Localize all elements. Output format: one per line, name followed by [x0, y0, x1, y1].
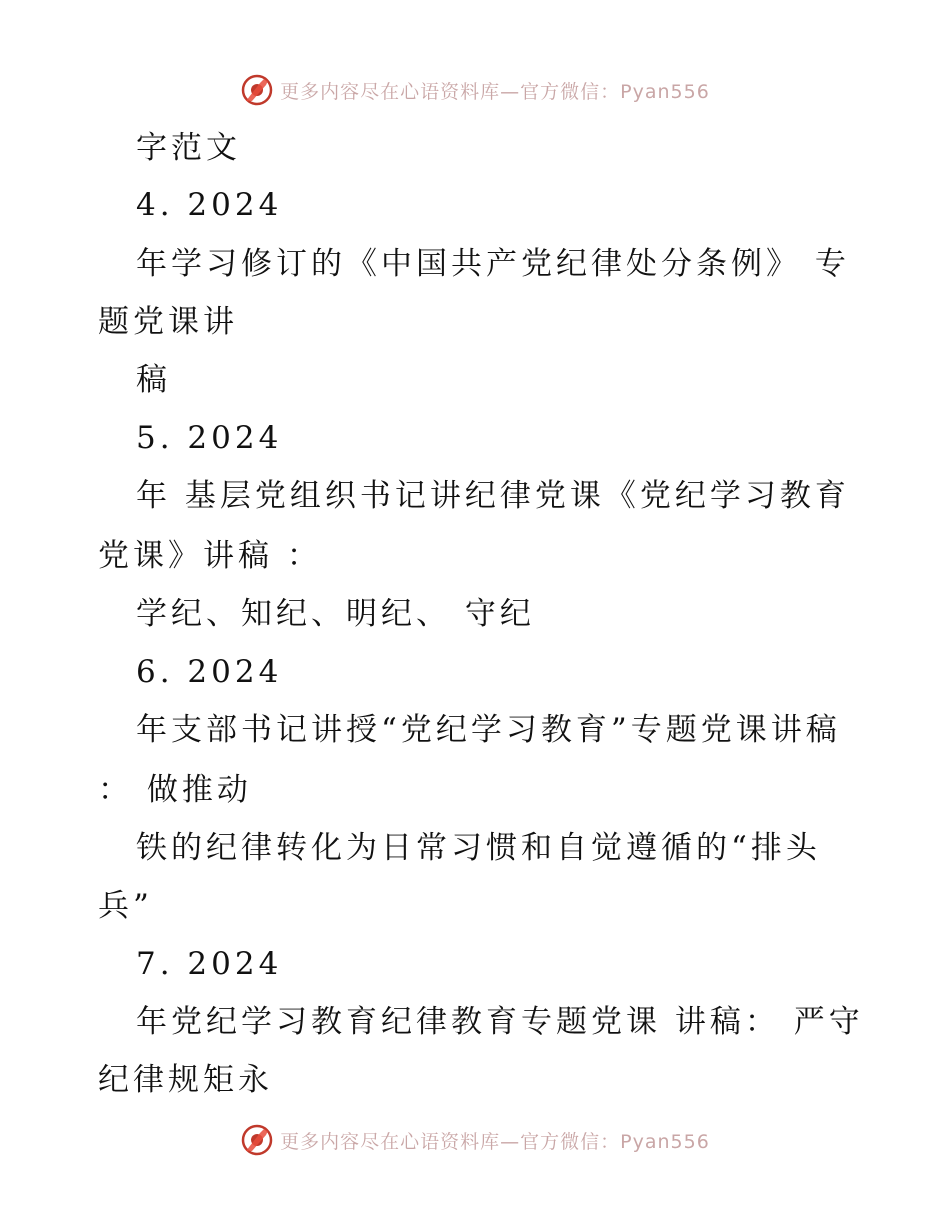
text-line: ： 做推动: [98, 772, 252, 808]
text-line: 党课》讲稿 ：: [98, 538, 322, 574]
text-line: 4. 2024: [136, 187, 283, 223]
text-line: 铁的纪律转化为日常习惯和自觉遵循的“排头: [136, 830, 821, 866]
header-banner: [0, 70, 950, 110]
text-line: 年学习修订的《中国共产党纪律处分条例》 专: [136, 246, 850, 282]
text-line: 年党纪学习教育纪律教育专题党课 讲稿： 严守: [136, 1004, 864, 1040]
text-line: 6. 2024: [136, 654, 283, 690]
pen-logo-icon: [240, 1123, 274, 1157]
text-line: 年 基层党组织书记讲纪律党课《党纪学习教育: [136, 478, 850, 514]
footer-banner: [0, 1120, 950, 1160]
text-line: 字范文: [136, 130, 241, 166]
text-line: 题党课讲: [98, 304, 238, 340]
text-line: 5. 2024: [136, 420, 283, 456]
pen-logo-icon: [240, 73, 274, 107]
banner-text: 更多内容尽在心语资料库—官方微信：Pyan556: [280, 1130, 710, 1153]
text-line: 年支部书记讲授“党纪学习教育”专题党课讲稿: [136, 712, 841, 748]
text-line: 学纪、知纪、明纪、 守纪: [136, 596, 535, 632]
text-line: 稿: [136, 362, 171, 398]
text-line: 7. 2024: [136, 946, 283, 982]
text-line: 纪律规矩永: [98, 1062, 273, 1098]
text-line: 兵”: [98, 888, 153, 924]
banner-text: 更多内容尽在心语资料库—官方微信：Pyan556: [280, 80, 710, 103]
